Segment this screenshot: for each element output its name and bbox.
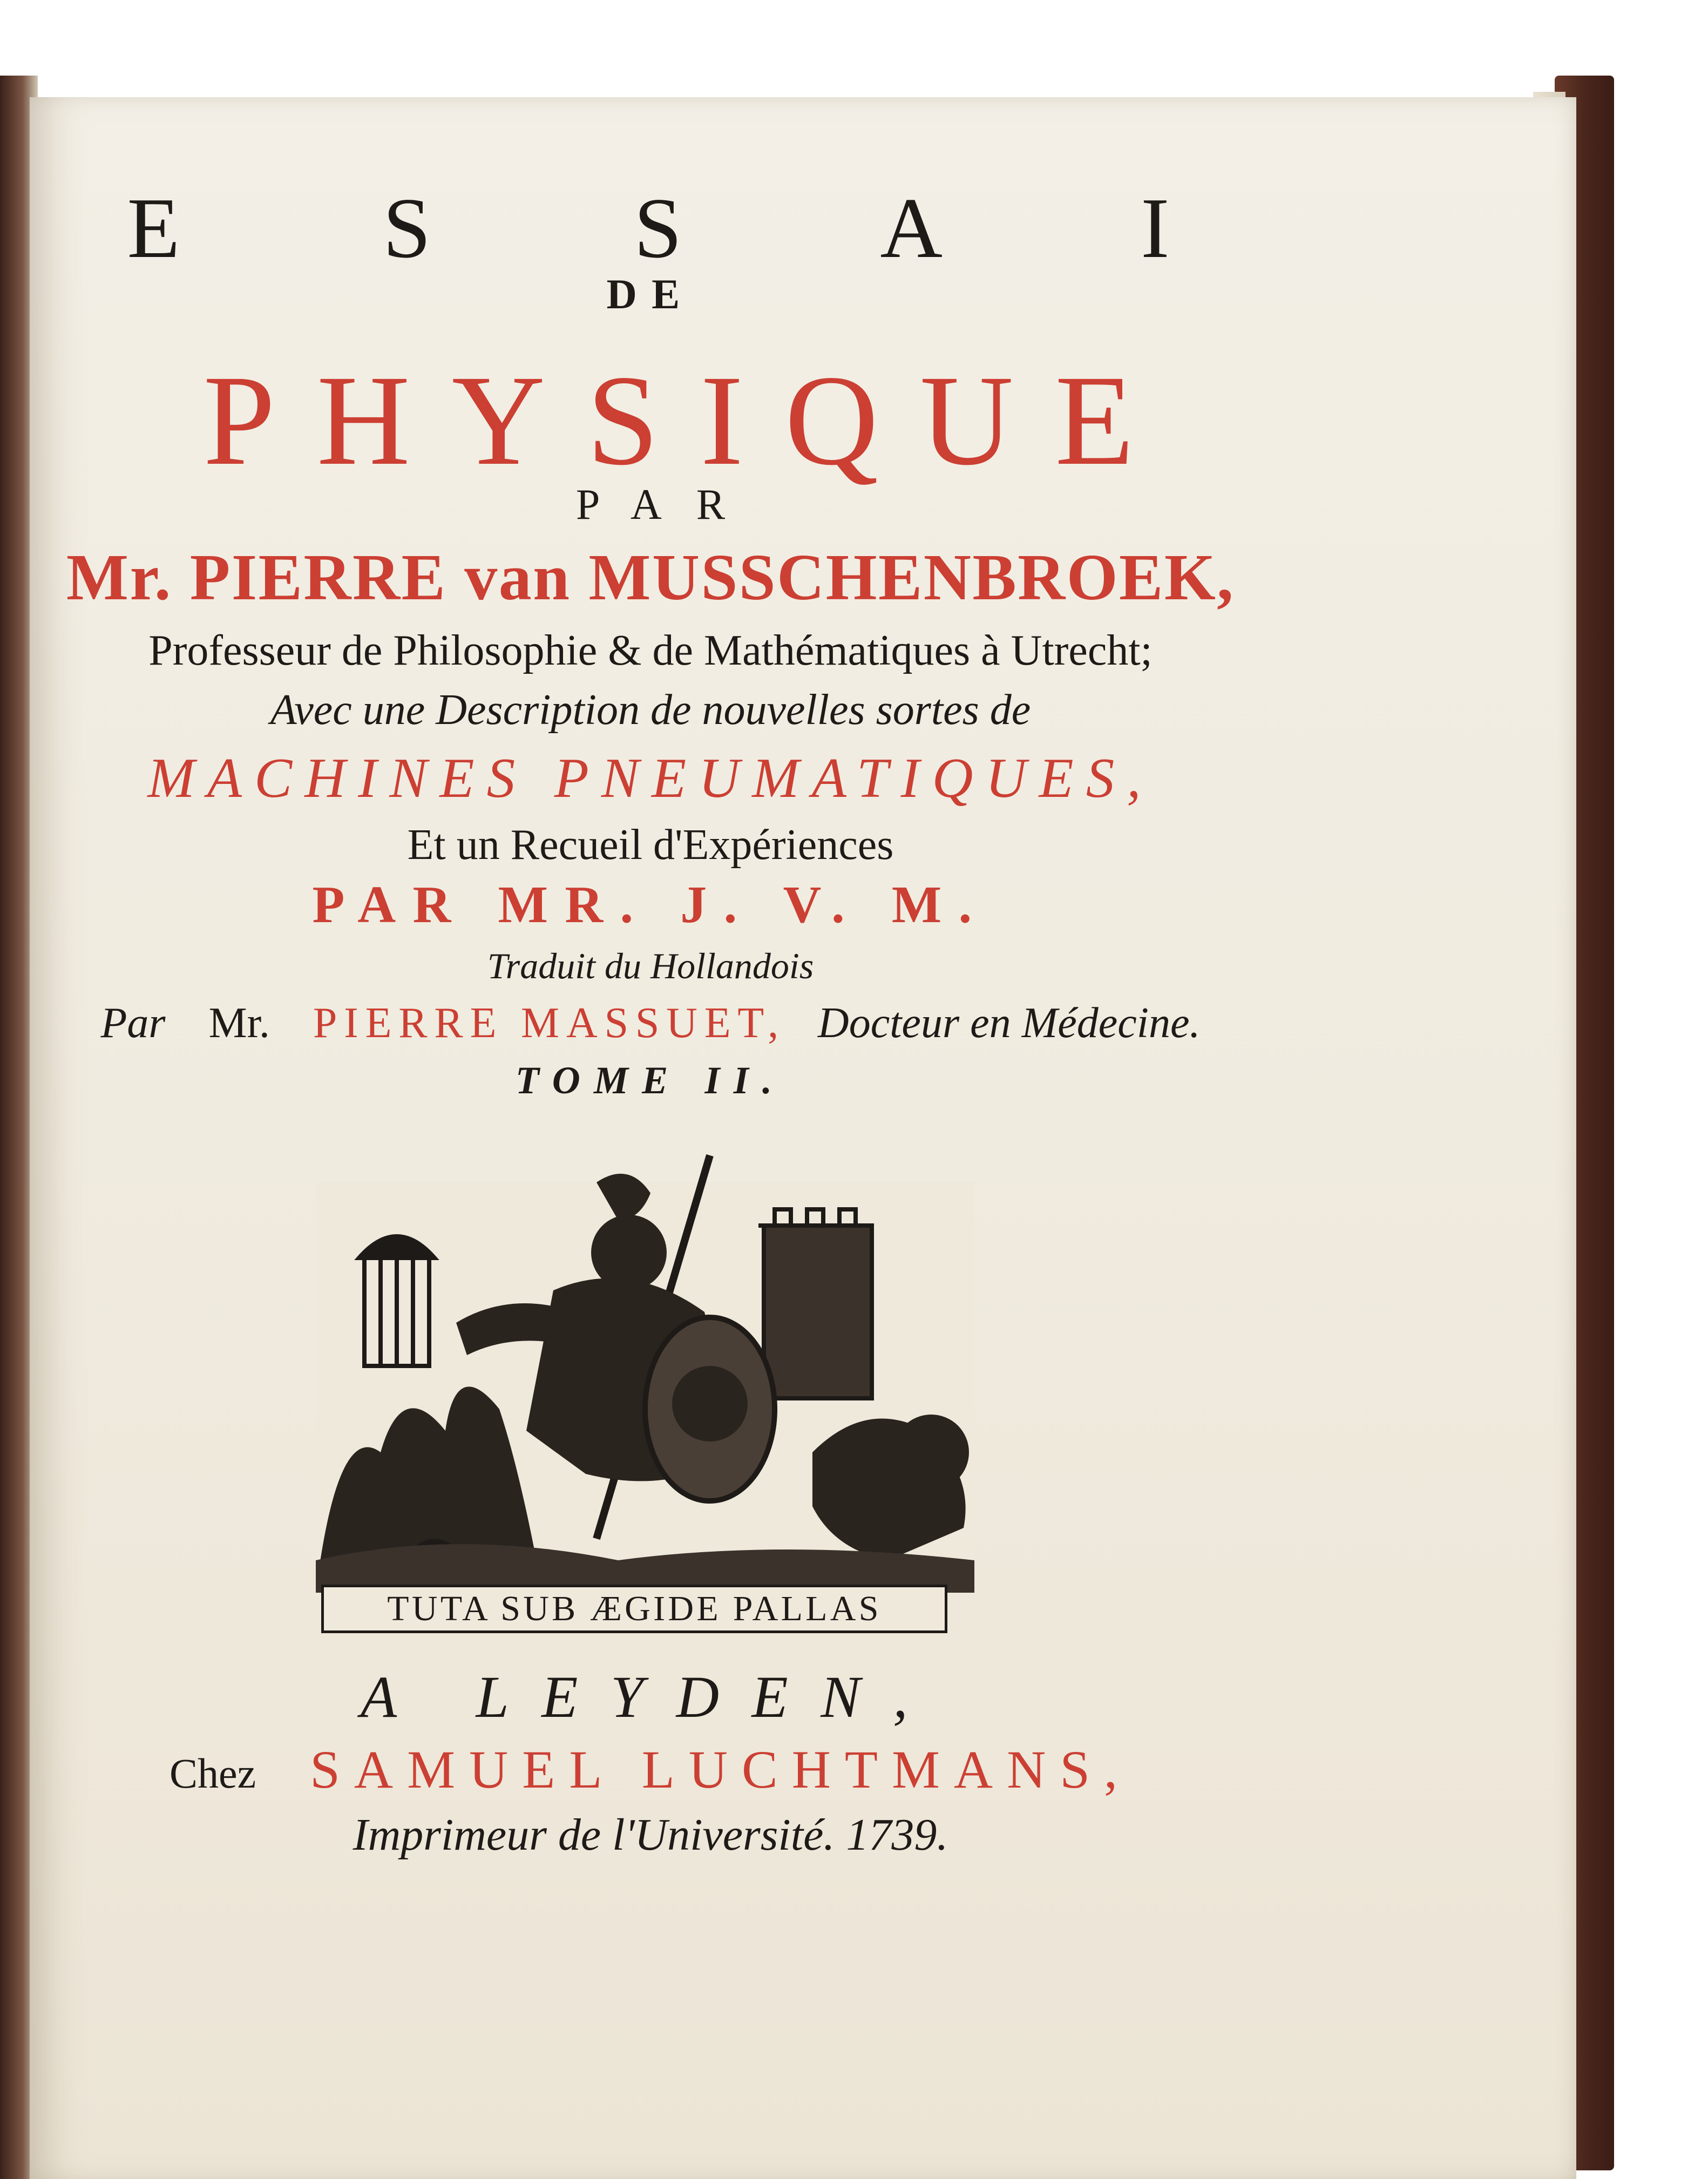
title-physique: PHYSIQUE [203, 348, 1176, 492]
woodcut-motto-banner: TUTA SUB ÆGIDE PALLAS [321, 1585, 947, 1633]
tome-line: TOME II. [515, 1059, 786, 1102]
chez-label: Chez [170, 1750, 256, 1797]
translator-name: PIERRE MASSUET, [313, 999, 785, 1047]
recueil-line: Et un Recueil d'Expériences [407, 821, 894, 869]
avec-line: Avec une Description de nouvelles sortes de [270, 686, 1031, 734]
printer-name: SAMUEL LUCHTMANS, [310, 1740, 1131, 1799]
title-de: DE [606, 270, 695, 317]
imprimeur-line: Imprimeur de l'Université. 1739. [353, 1810, 948, 1860]
translator-par: Par [100, 999, 166, 1047]
translator-title: Docteur en Médecine. [817, 999, 1201, 1047]
pallas-woodcut-illustration [294, 1150, 996, 1598]
translator-line [30, 999, 1271, 1048]
par-jvm-line: PAR MR. J. V. M. [312, 876, 989, 934]
traduit-line: Traduit du Hollandois [487, 945, 814, 986]
author-line: Mr. PIERRE van MUSSCHENBROEK, [66, 541, 1235, 614]
par-line: PAR [575, 481, 760, 529]
leyden-line: A LEYDEN, [360, 1664, 941, 1730]
title-page [30, 97, 1576, 2179]
title-essai: E S S A I [127, 180, 1260, 276]
professor-line: Professeur de Philosophie & de Mathématiques à Utrecht; [148, 627, 1153, 674]
printer-line [30, 1738, 1271, 1801]
machines-pneumatiques-line: MACHINES PNEUMATIQUES, [147, 746, 1154, 809]
translator-mr: Mr. [208, 999, 270, 1047]
